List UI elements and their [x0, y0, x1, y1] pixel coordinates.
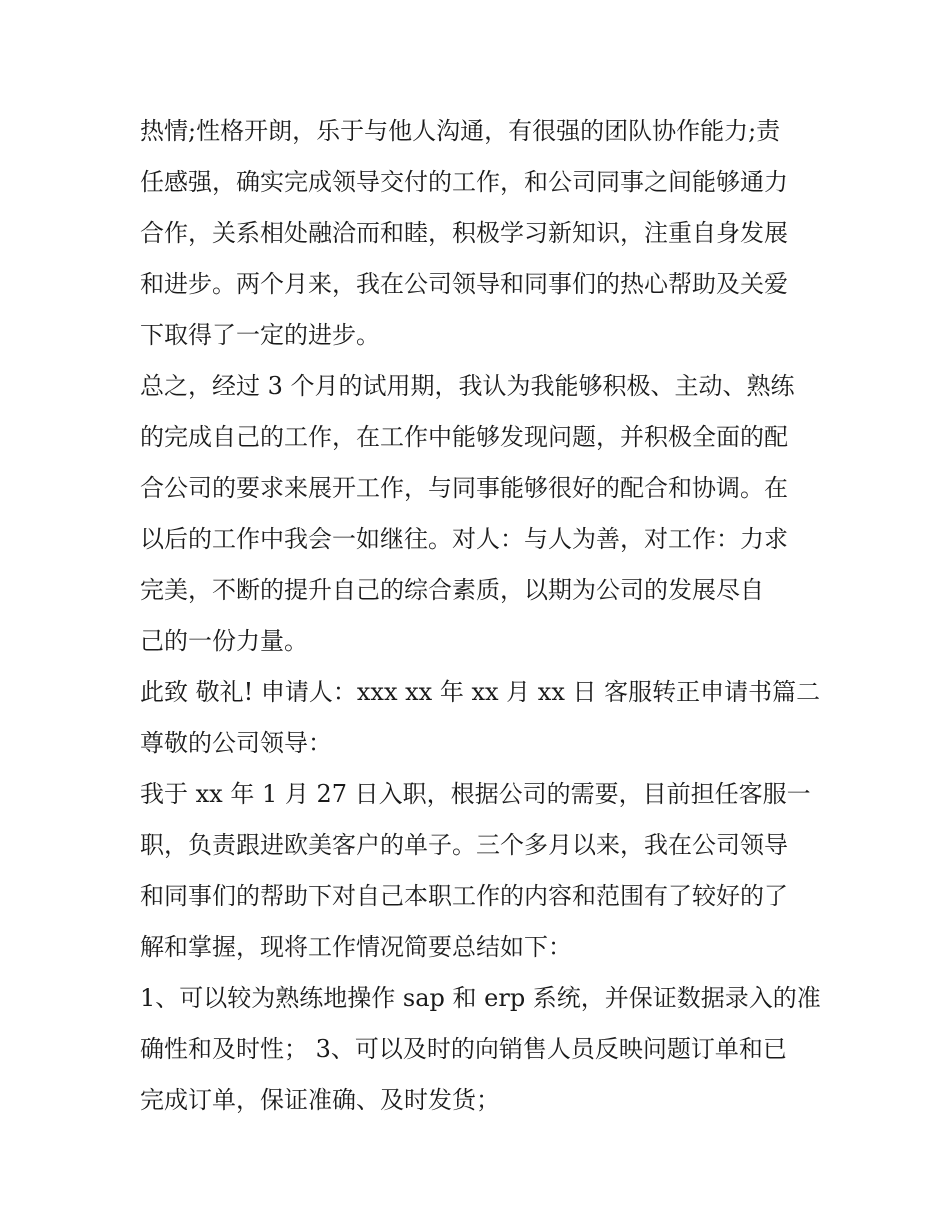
text-line: 职，负责跟进欧美客户的单子。三个多月以来，我在公司领导: [140, 831, 788, 859]
text-line: 和同事们的帮助下对自己本职工作的内容和范围有了较好的了: [140, 882, 788, 910]
document-body: [140, 106, 820, 1126]
text-line: 任感强，确实完成领导交付的工作，和公司同事之间能够通力: [140, 168, 788, 196]
text-line: 完美，不断的提升自己的综合素质，以期为公司的发展尽自: [140, 576, 764, 604]
text-line: 以后的工作中我会一如继往。对人：与人为善，对工作：力求: [140, 525, 788, 553]
text-line: 解和掌握，现将工作情况简要总结如下：: [140, 933, 572, 961]
text-line: 总之，经过 3 个月的试用期，我认为我能够积极、主动、熟练: [140, 372, 795, 400]
text-line: 1、可以较为熟练地操作 sap 和 erp 系统，并保证数据录入的准: [140, 984, 821, 1012]
text-line: 我于 xx 年 1 月 27 日入职，根据公司的需要，目前担任客服一: [140, 780, 811, 808]
text-line: 合公司的要求来展开工作，与同事能够很好的配合和协调。在: [140, 474, 788, 502]
text-line: 尊敬的公司领导：: [140, 729, 332, 757]
text-line: 热情;性格开朗，乐于与他人沟通，有很强的团队协作能力;责: [140, 117, 781, 145]
text-line: 此致 敬礼! 申请人：xxx xx 年 xx 月 xx 日 客服转正申请书篇二: [140, 678, 821, 706]
text-line: 确性和及时性； 3、可以及时的向销售人员反映问题订单和已: [140, 1035, 787, 1063]
text-line: 己的一份力量。: [140, 627, 308, 655]
text-line: 完成订单，保证准确、及时发货；: [140, 1086, 500, 1114]
text-line: 合作，关系相处融洽而和睦，积极学习新知识，注重自身发展: [140, 219, 788, 247]
text-line: 下取得了一定的进步。: [140, 321, 380, 349]
text-line: 的完成自己的工作，在工作中能够发现问题，并积极全面的配: [140, 423, 788, 451]
text-line: 和进步。两个月来，我在公司领导和同事们的热心帮助及关爱: [140, 270, 788, 298]
